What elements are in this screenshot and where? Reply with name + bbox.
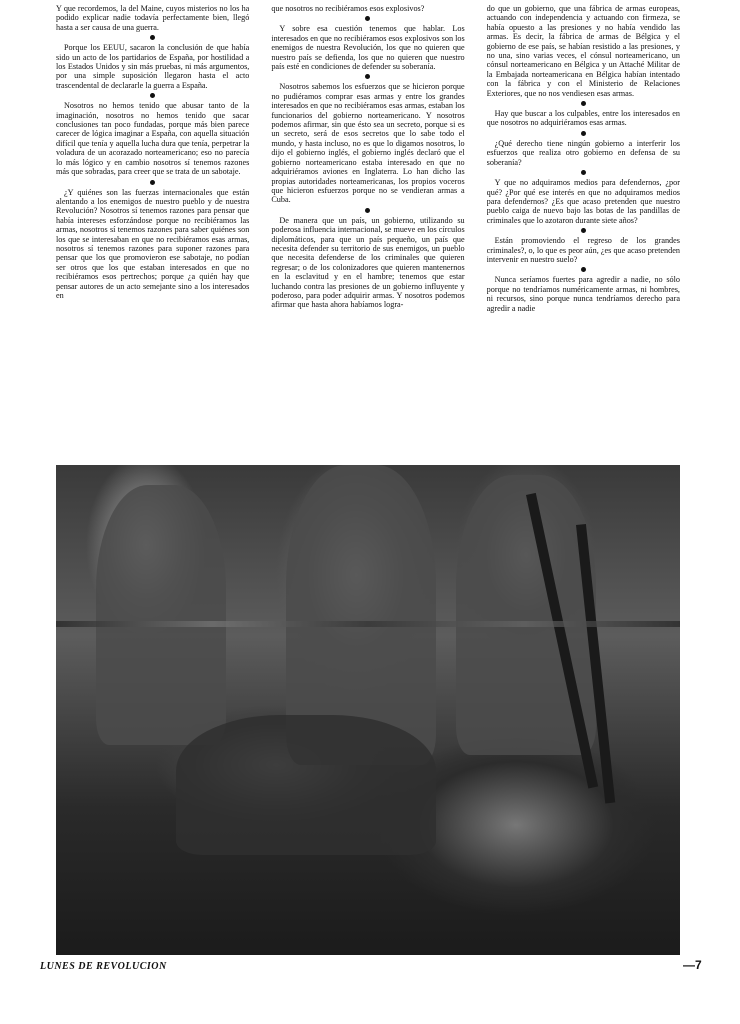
bullet-icon	[581, 267, 586, 272]
news-photo	[56, 465, 680, 955]
paragraph: Nunca seríamos fuertes para agredir a nadie, no sólo porque no tendríamos numéricamente armas, ni hombres, ni recursos, sino porque nunca tendríamos derecho para agredir a nadie	[486, 275, 680, 313]
publication-name: LUNES DE REVOLUCION	[40, 961, 167, 972]
paragraph: do que un gobierno, que una fábrica de armas europeas, actuando con independencia y actuando con firmeza, se había opuesto a las presiones y no había vendido las armas. Es decir, la fábrica de armas de Bélgica y el gobierno de ese país, se habían resistido a las presiones, y no una, sino varias veces, el cónsul norteamericano, un cónsul norteamericano en Bélgica y un Attaché Militar de la Embajada norteamericana en Bélgica habían intentado con la fábrica y con el Ministerio de Relaciones Exteriores, que no nos vendiesen esas armas.	[486, 4, 680, 98]
paragraph: que nosotros no recibiéramos esos explosivos?	[271, 4, 425, 13]
photo-scanline	[56, 621, 680, 627]
page-number: —7	[683, 958, 702, 972]
paragraph: ¿Y quiénes son las fuerzas internacionales que están alentando a los enemigos de nuestro pueblo y de nuestra Revolución? Nosotros sí tenemos razones para pensar que había intereses esforzándose porque no recibiéramos las armas, nosotros sí tenemos razones para saber quiénes son los que se interesaban en que no recibiéramos esas armas, nosotros sí tenemos razones para suponer razones para pensar que los que promovieron ese sabotaje, no podían ser otros que los que estaban interesados en que no recibiéramos esos pertrechos; porque ¿a quién hay que pensar autores de un acto semejante sino a los interesados en	[56, 187, 250, 300]
article-column-2	[271, 4, 464, 464]
article-columns	[56, 4, 680, 464]
paragraph: Y que recordemos, la del Maine, cuyos misterios no los ha podido explicar nadie todavía perfectamente bien, llegó hasta a ser causa de una guerra.	[56, 4, 250, 32]
article-column-1	[56, 4, 249, 464]
photo-figure	[176, 715, 436, 855]
paragraph: Porque los EEUU, sacaron la conclusión de que había sido un acto de los partidarios de España, por hostilidad a los Estados Unidos y sin más pruebas, ni más argumentos, por una simple suposición llegaron hasta el acto trascendental de declararle la guerra a España.	[56, 43, 250, 90]
article-column-3	[487, 4, 680, 464]
bullet-icon	[150, 180, 155, 185]
paragraph: ¿Qué derecho tiene ningún gobierno a interferir los esfuerzos que realiza otro gobierno en defensa de su soberanía?	[486, 138, 680, 167]
bullet-icon	[150, 93, 155, 98]
bullet-icon	[581, 228, 586, 233]
paragraph: Y que no adquiramos medios para defendernos, ¿por qué? ¿Por qué ese interés en que no adquiramos medios para defendernos? ¿Es que acaso pretenden que nuestro pueblo caiga de nuevo bajo las botas de las pandillas de criminales que lo azotaron durante siete años?	[486, 178, 680, 225]
bullet-icon	[581, 131, 586, 136]
bullet-icon	[581, 170, 586, 175]
paragraph: Y sobre esa cuestión tenemos que hablar. Los interesados en que no recibiéramos esos explosivos son los enemigos de nuestra Revolución, los que no quieren que nuestro país se defienda, los que no quieren que nuestro país esté en condiciones de defender su soberanía.	[271, 24, 465, 72]
bullet-icon	[365, 74, 370, 79]
paragraph: De manera que un país, un gobierno, utilizando su poderosa influencia internacional, se mueve en los círculos diplomáticos, para que un país pequeño, un país que necesita defender su territorio de sus enemigos, un pueblo que necesita defenderse de los criminales que quieren regresar; o de los colonizadores que quieren mantenernos en la esclavitud y en el hambre; tenemos que estar luchando contra las presiones de un gobierno influyente y poderoso, para poder adquirir armas. Y nosotros podemos afirmar que hasta ahora habíamos logra-	[271, 215, 465, 310]
bullet-icon	[365, 16, 370, 21]
photo-figure	[96, 485, 226, 745]
paragraph: Nosotros no hemos tenido que abusar tanto de la imaginación, nosotros no hemos tenido que sacar conclusiones tan poco fundadas, porque más bien parece carecer de lógica imaginar a España, con aquella situación difícil que tenía y aquella lucha dura que tenía, perpetrar la voladura de un acorazado norteamericano; eso no parecía lo más lógico y en cambio nosotros sí tenemos razones más que sobradas, para creer que se trata de un sabotaje.	[56, 101, 250, 177]
bullet-icon	[150, 35, 155, 40]
paragraph: Nosotros sabemos los esfuerzos que se hicieron porque no pudiéramos comprar esas armas y entre los grandes interesados en que no recibiéramos esas armas, estaban los funcionarios del gobierno norteamericano. Y nosotros podemos afirmar, sin que ésto sea un secreto, porque si es un secreto, será de esos secretos que lo sabe todo el mundo, y hasta incluso, no es que lo digamos nosotros, lo dijo el gobierno inglés, el gobierno inglés declaró que el gobierno norteamericano estaba interesado en que no adquiriéramos aviones en Inglaterra. Lo han dicho las propias autoridades norteamericanas, los propios voceros que hicieron esfuerzos porque no se vendieran armas a Cuba.	[271, 82, 465, 205]
bullet-icon	[581, 101, 586, 106]
bullet-icon	[365, 208, 370, 213]
paragraph: Hay que buscar a los culpables, entre los interesados en que nosotros no adquiriéramos esas armas.	[486, 109, 680, 128]
paragraph: Están promoviendo el regreso de los grandes criminales?, o, lo que es peor aún, ¿es que acaso pretenden intervenir en nuestro suelo?	[486, 236, 680, 264]
